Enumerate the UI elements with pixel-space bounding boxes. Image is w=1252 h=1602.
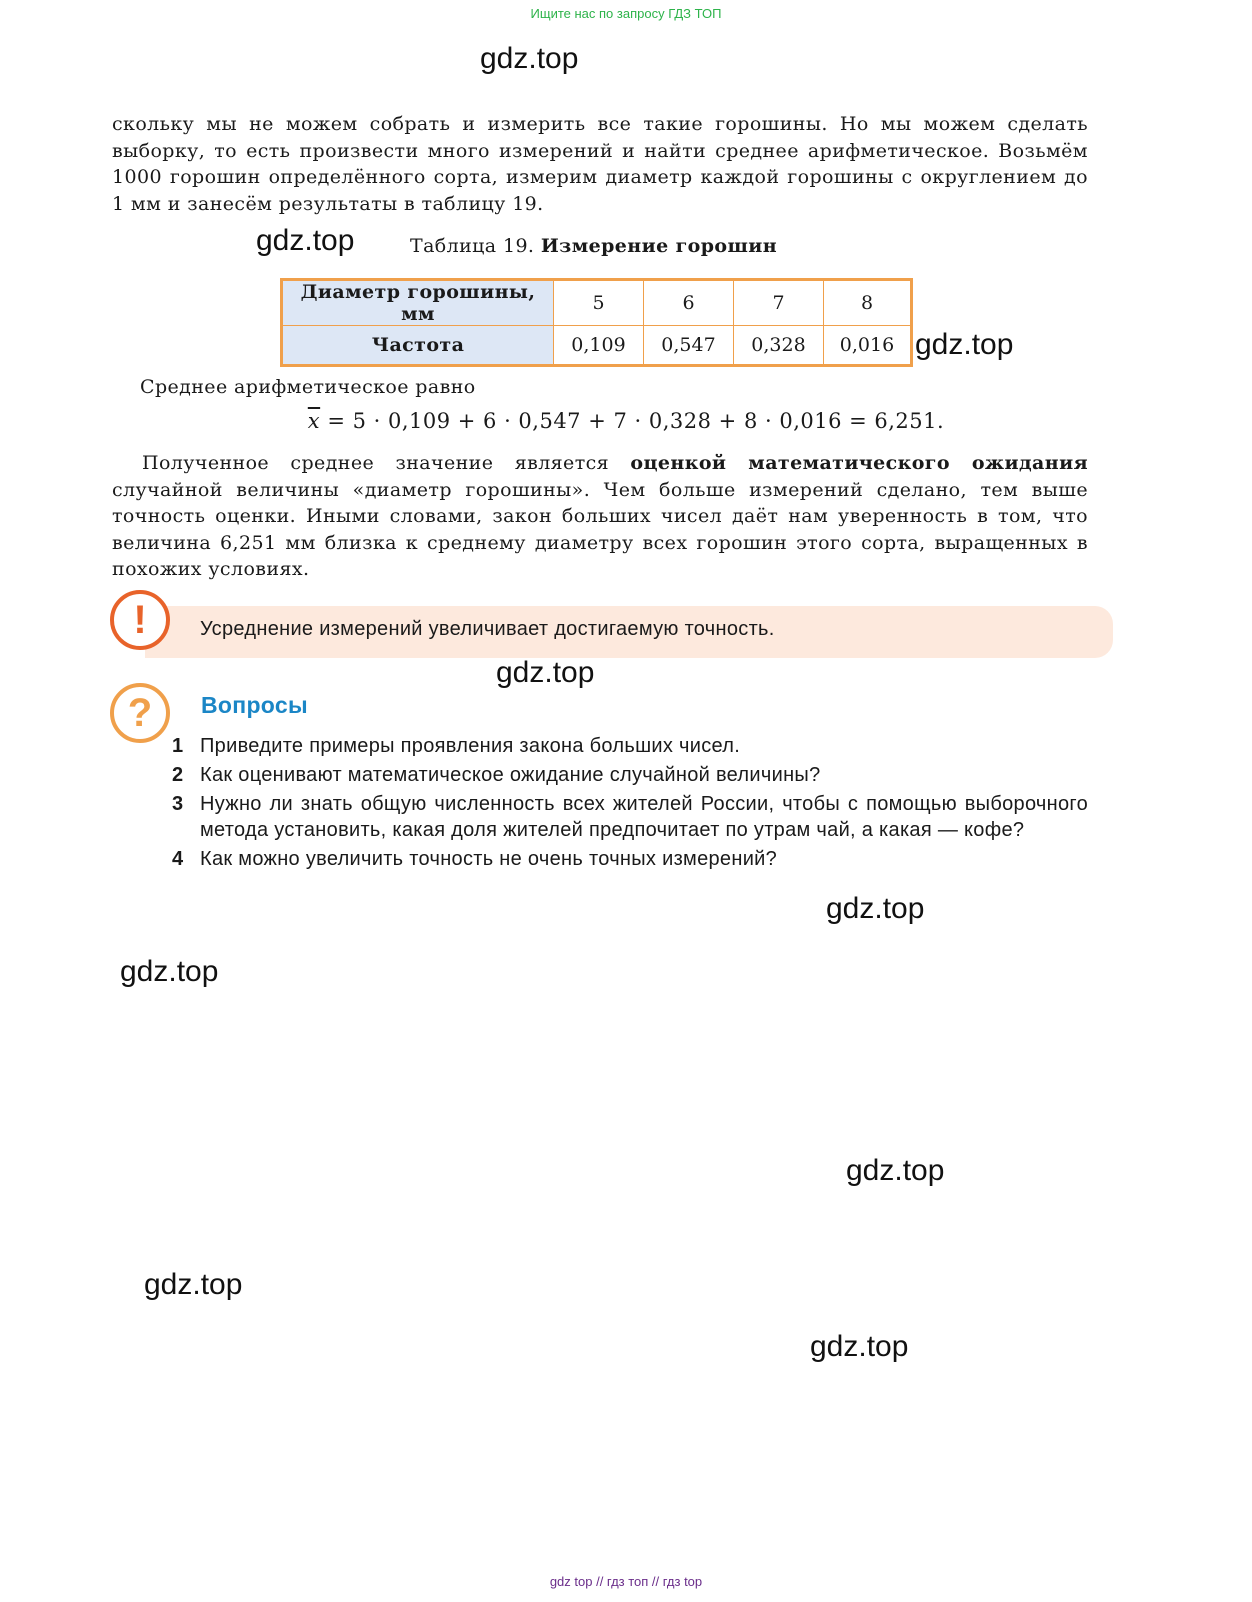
- list-item: [172, 733, 1088, 759]
- note-text: Усреднение измерений увеличивает достигаемую точность.: [200, 618, 775, 640]
- row-header-diameter: Диаметр горошины, мм: [282, 280, 554, 326]
- watermark: gdz.top: [480, 42, 579, 75]
- question-text: Как можно увеличить точность не очень точных измерений?: [200, 848, 778, 870]
- table-cell: 6: [644, 280, 734, 326]
- question-text: Нужно ли знать общую численность всех жителей России, чтобы с помощью выборочного метода установить, какая доля жителей предпочитает по утрам чай, а какая — кофе?: [200, 793, 1088, 841]
- questions-list: [172, 733, 1088, 875]
- question-text: Приведите примеры проявления закона больших чисел.: [200, 735, 741, 757]
- paragraph-estimate-start: Полученное среднее значение является: [142, 452, 631, 474]
- paragraph-estimate: [112, 450, 1088, 583]
- watermark: gdz.top: [496, 656, 595, 689]
- table-caption: [410, 235, 777, 257]
- table-row: [282, 280, 912, 326]
- formula-expression: = 5 · 0,109 + 6 · 0,547 + 7 · 0,328 + 8 · 0,016 = 6,251.: [320, 409, 945, 433]
- table-cell: 8: [824, 280, 912, 326]
- question-number: 2: [172, 764, 184, 786]
- list-item: [172, 846, 1088, 872]
- watermark: gdz.top: [144, 1268, 243, 1301]
- pea-measurement-table: [280, 278, 913, 367]
- watermark: gdz.top: [915, 328, 1014, 361]
- paragraph-intro: скольку мы не можем собрать и измерить все такие горошины. Но мы можем сделать выборку, то есть произвести много измерений и найти среднее арифметическое. Возьмём 1000 горошин определённого сорта, измерим диаметр каждой горошины с округлением до 1 мм и занесём результаты в таблицу 19.: [112, 113, 1088, 215]
- paragraph-estimate-end: случайной величины «диаметр горошины». Чем больше измерений сделано, тем выше точность оценки. Иными словами, закон больших чисел даёт нам уверенность в том, что величина 6,251 мм близка к среднему диаметру всех горошин этого сорта, выращенных в похожих условиях.: [112, 478, 1088, 580]
- watermark: gdz.top: [256, 224, 355, 257]
- footer-links: gdz top // гдз топ // гдз top: [549, 1574, 703, 1589]
- table-cell: 0,328: [734, 326, 824, 366]
- question-number: 3: [172, 793, 184, 815]
- table-cell: 5: [554, 280, 644, 326]
- list-item: [172, 762, 1088, 788]
- table-cell: 7: [734, 280, 824, 326]
- watermark: gdz.top: [846, 1154, 945, 1187]
- top-banner: Ищите нас по запросу ГДЗ ТОП: [530, 6, 722, 21]
- table-cell: 0,109: [554, 326, 644, 366]
- questions-title: Вопросы: [201, 692, 308, 718]
- question-text: Как оценивают математическое ожидание случайной величины?: [200, 764, 821, 786]
- watermark: gdz.top: [120, 955, 219, 988]
- question-number: 1: [172, 735, 184, 757]
- formula-symbol: $\overline{x}$: [307, 409, 321, 433]
- paragraph-estimate-term: оценкой математического ожидания: [630, 452, 1088, 474]
- list-item: [172, 791, 1088, 843]
- table-row: [282, 326, 912, 366]
- mean-intro: Среднее арифметическое равно: [140, 376, 476, 398]
- table-cell: 0,016: [824, 326, 912, 366]
- watermark: gdz.top: [810, 1330, 909, 1363]
- table-caption-title: Измерение горошин: [540, 235, 778, 257]
- watermark: gdz.top: [826, 892, 925, 925]
- exclamation-icon: !: [110, 590, 170, 650]
- table-caption-label: Таблица 19.: [410, 235, 535, 257]
- question-number: 4: [172, 848, 184, 870]
- question-icon: ?: [110, 683, 170, 743]
- table-cell: 0,547: [644, 326, 734, 366]
- mean-formula: [0, 409, 1252, 433]
- row-header-frequency: Частота: [282, 326, 554, 366]
